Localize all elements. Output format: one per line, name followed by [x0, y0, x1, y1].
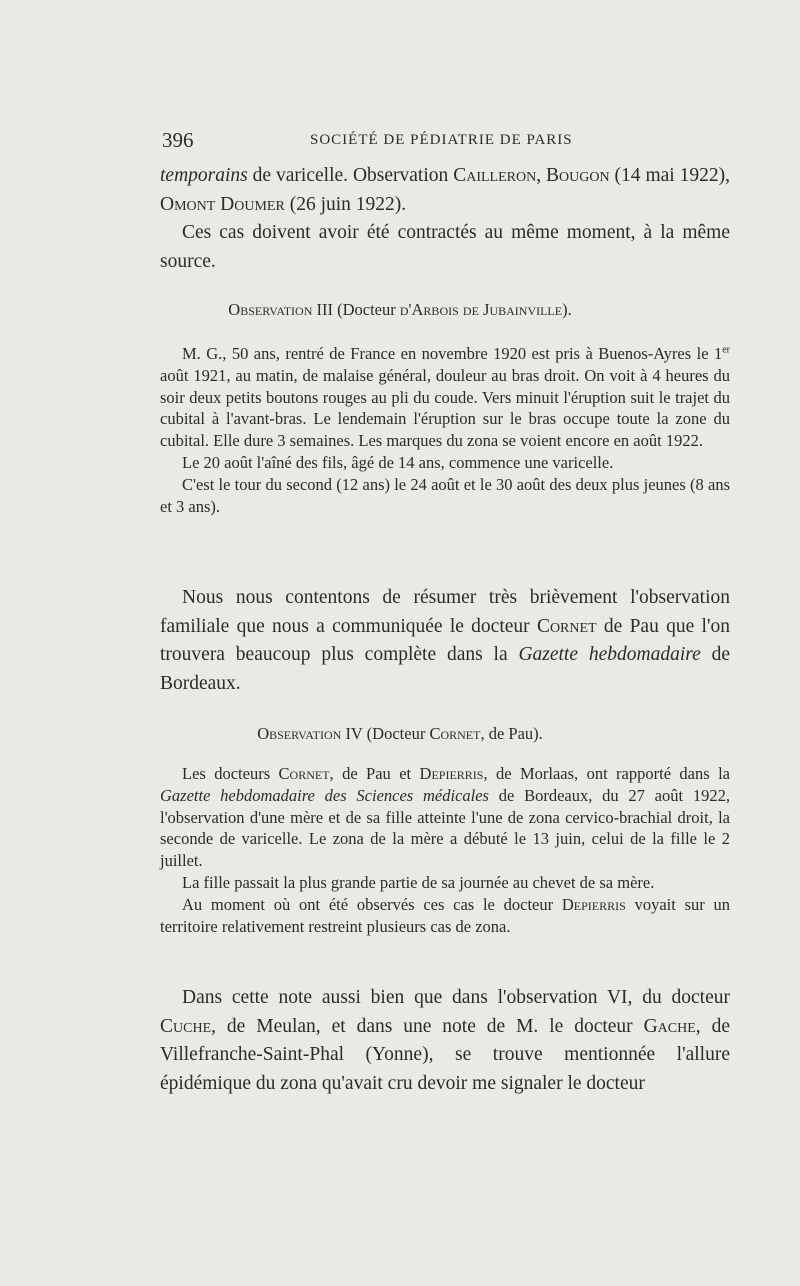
author-name: Cornet	[536, 615, 597, 637]
author-name: Gache	[643, 1015, 696, 1037]
author-name: Cailleron	[453, 165, 537, 186]
intro-paragraph-2: Ces cas doivent avoir été contractés au même moment, à la même source.	[160, 222, 730, 272]
running-head: SOCIÉTÉ DE PÉDIATRIE DE PARIS	[310, 132, 573, 148]
author-name: Omont Doumer	[160, 193, 285, 215]
observation-4-paragraph-1: Les docteurs Cornet, de Pau et Depierris, de Morlaas, ont rapporté dans la Gazette hebdomadaire des Sciences médicales de Bordeaux, du 27 août 1922, l'observation d'une mère et de sa fille atteinte l'une de zona cervico-brachial droit, la seconde de varicelle. Le zona de la mère a débuté le 13 juin, celui de la fille le 2 juillet.	[160, 764, 730, 871]
observation-4-title: Observation IV (Docteur Cornet, de Pau).	[257, 724, 543, 743]
observation-4-paragraph-2: La fille passait la plus grande partie de sa journée au chevet de sa mère.	[182, 872, 655, 892]
author-name: Bougon	[546, 165, 610, 186]
italic-term: temporains	[160, 165, 248, 186]
observation-4-body	[160, 763, 730, 937]
observation-3-body	[160, 343, 730, 517]
summary-paragraph: Nous nous contentons de résumer très brièvement l'observation familiale que nous a communiquée le docteur Cornet de Pau que l'on trouvera beaucoup plus complète dans la Gazette hebdomadaire de Bordeaux.	[160, 587, 730, 694]
observation-3-paragraph-1: M. G., 50 ans, rentré de France en novembre 1920 est pris à Buenos-Ayres le 1er août 1921, au matin, de malaise général, douleur au bras droit. On voit à 4 heures du soir deux petits boutons rouges au pli du coude. Vers minuit l'éruption suit le trajet du cubital à l'avant-bras. Le lendemain l'éruption sur le bras occupe toute la zone du cubital. Elle dure 3 semaines. Les marques du zona se voient encore en août 1922.	[160, 344, 730, 451]
observation-3-title: Observation III (Docteur d'Arbois de Jubainville).	[228, 300, 572, 319]
page-number: 396	[162, 128, 194, 152]
closing-paragraph: Dans cette note aussi bien que dans l'observation VI, du docteur Cuche, de Meulan, et dans une note de M. le docteur Gache, de Villefranche-Saint-Phal (Yonne), se trouve mentionnée l'allure épidémique du zona qu'avait cru devoir me signaler le docteur	[160, 987, 730, 1094]
journal-title: Gazette hebdomadaire	[518, 644, 701, 666]
intro-paragraph-1: temporains de varicelle. Observation Cailleron, Bougon (14 mai 1922), Omont Doumer (26 juin 1922).	[160, 165, 730, 215]
observation-3-paragraph-3: C'est le tour du second (12 ans) le 24 août et le 30 août des deux plus jeunes (8 ans et 3 ans).	[160, 474, 730, 516]
author-name: Cuche	[160, 1015, 212, 1037]
observation-3-paragraph-2: Le 20 août l'aîné des fils, âgé de 14 ans, commence une varicelle.	[182, 452, 614, 472]
intro-section	[160, 162, 730, 276]
page-header	[160, 128, 730, 152]
observation-4-paragraph-3: Au moment où ont été observés ces cas le docteur Depierris voyait sur un territoire relativement restreint plusieurs cas de zona.	[160, 894, 730, 936]
